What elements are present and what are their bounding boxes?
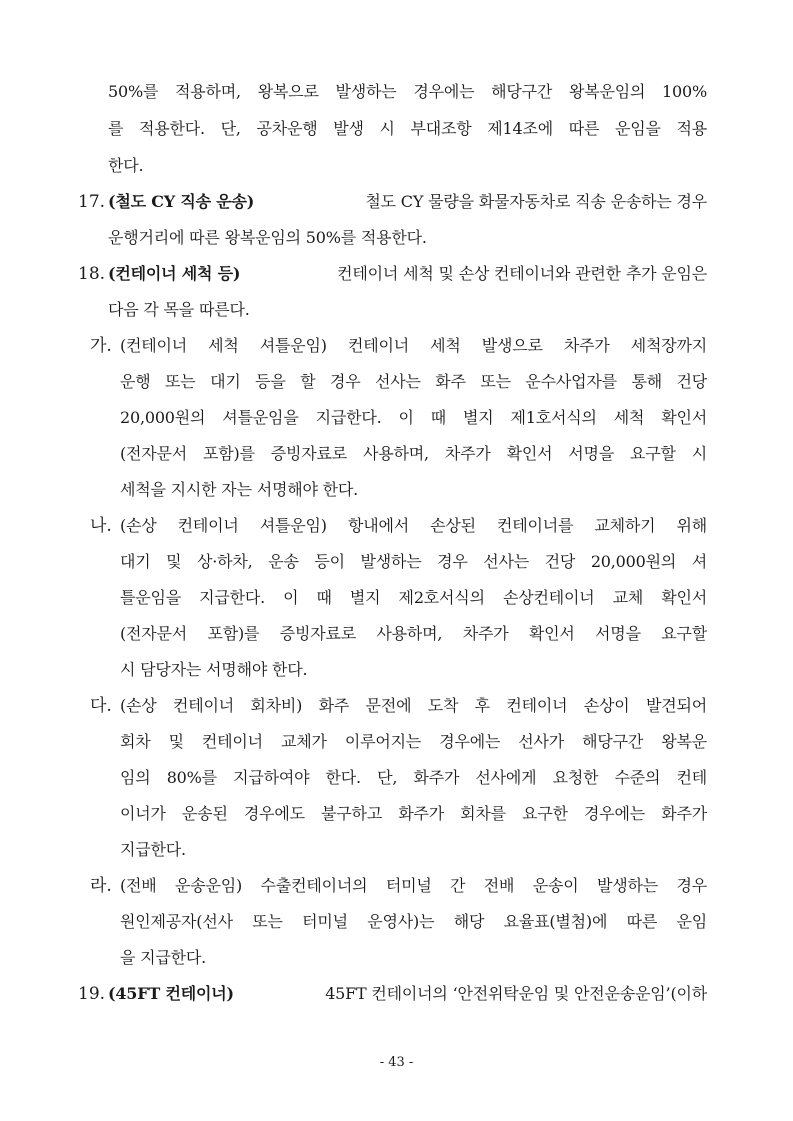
text-line: 를 적용한다. 단, 공차운행 발생 시 부대조항 제14조에 따른 운임을 적용: [108, 119, 707, 138]
text-line: 원인제공자(선사 또는 터미널 운영사)는 해당 요율표(별첨)에 따른 운임: [120, 912, 707, 931]
text-line: 운행거리에 따른 왕복운임의 50%를 적용한다.: [108, 228, 427, 247]
text-line: 20,000원의 셔틀운임을 지급한다. 이 때 별지 제1호서식의 세척 확인서: [120, 408, 707, 427]
text-line: 철도 CY 물량을 화물자동차로 직송 운송하는 경우: [365, 192, 707, 211]
text-line: 대기 및 상·하차, 운송 등이 발생하는 경우 선사는 건당 20,000원의 셔: [120, 552, 707, 571]
item-heading: (45FT 컨테이너): [108, 984, 234, 1003]
text-line: (컨테이너 세척 셔틀운임) 컨테이너 세척 발생으로 차주가 세척장까지: [120, 336, 707, 355]
item-heading: (컨테이너 세척 등): [108, 264, 241, 283]
item-number-18: 18.: [78, 264, 106, 284]
subitem-marker-ra: 라.: [90, 876, 112, 896]
item-18-first-line: [108, 264, 707, 284]
text-line: 임의 80%를 지급하여야 한다. 단, 화주가 선사에게 요청한 수준의 컨테: [120, 768, 707, 787]
page-number: - 43 -: [379, 1055, 414, 1070]
subitem-marker-da: 다.: [90, 696, 112, 716]
item-number-17: 17.: [78, 192, 106, 212]
text-line: 한다.: [108, 156, 144, 175]
text-line: 을 지급한다.: [120, 948, 207, 967]
item-heading: (철도 CY 직송 운송): [108, 192, 255, 211]
text-line: (전자문서 포함)를 증빙자료로 사용하며, 차주가 확인서 서명을 요구할 시: [120, 444, 707, 463]
item-17-first-line: [108, 192, 707, 212]
subitem-marker-ga: 가.: [90, 336, 112, 356]
text-line: 지급한다.: [120, 840, 186, 859]
text-line: 세척을 지시한 자는 서명해야 한다.: [120, 480, 359, 499]
text-line: 시 담당자는 서명해야 한다.: [120, 660, 308, 679]
text-line: 틀운임을 지급한다. 이 때 별지 제2호서식의 손상컨테이너 교체 확인서: [120, 588, 707, 607]
text-line: 회차 및 컨테이너 교체가 이루어지는 경우에는 선사가 해당구간 왕복운: [120, 732, 707, 751]
item-number-19: 19.: [78, 984, 106, 1004]
text-line: (전배 운송운임) 수출컨테이너의 터미널 간 전배 운송이 발생하는 경우: [120, 876, 707, 895]
text-line: 이너가 운송된 경우에도 불구하고 화주가 회차를 요구한 경우에는 화주가: [120, 804, 707, 823]
text-line: 45FT 컨테이너의 ‘안전위탁운임 및 안전운송운임’(이하: [325, 984, 707, 1003]
text-line: (손상 컨테이너 셔틀운임) 항내에서 손상된 컨테이너를 교체하기 위해: [120, 516, 707, 535]
text-line: 운행 또는 대기 등을 할 경우 선사는 화주 또는 운수사업자를 통해 건당: [120, 372, 707, 391]
text-line: 다음 각 목을 따른다.: [108, 300, 250, 319]
subitem-marker-na: 나.: [90, 516, 112, 536]
text-line: (전자문서 포함)를 증빙자료로 사용하며, 차주가 확인서 서명을 요구할: [120, 624, 707, 643]
item-19-first-line: [108, 984, 707, 1004]
text-line: (손상 컨테이너 회차비) 화주 문전에 도착 후 컨테이너 손상이 발견되어: [120, 696, 707, 715]
text-line: 컨테이너 세척 및 손상 컨테이너와 관련한 추가 운임은: [337, 264, 707, 283]
text-line: 50%를 적용하며, 왕복으로 발생하는 경우에는 해당구간 왕복운임의 100%: [108, 82, 707, 101]
